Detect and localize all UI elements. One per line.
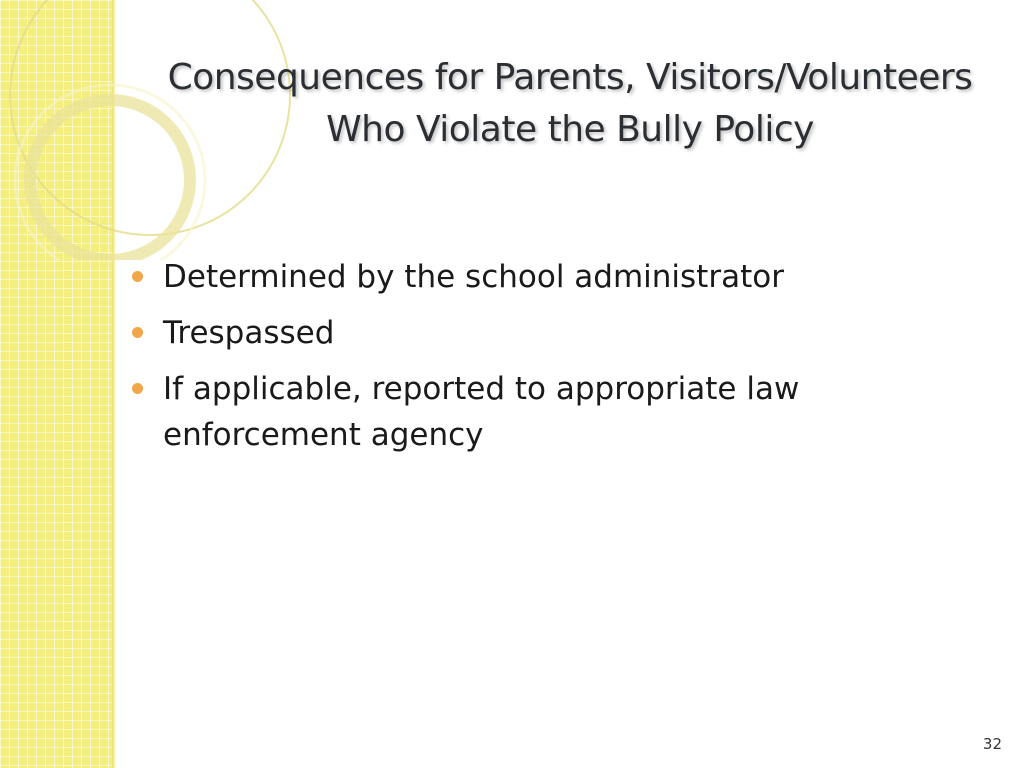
bullet-dot-icon [132,383,143,394]
bullet-dot-icon [132,327,143,338]
bullet-list [130,254,950,468]
title-line-2: Who Violate the Bully Policy [326,109,814,150]
bullet-dot-icon [132,271,143,282]
bullet-text: Determined by the school administrator [163,259,784,295]
bullet-item [130,310,950,356]
bullet-text: If applicable, reported to appropriate law enforcement agency [163,371,800,453]
page-number: 32 [982,735,1002,753]
bullet-item [130,254,950,300]
slide-title [130,52,1010,156]
title-line-1: Consequences for Parents, Visitors/Volunteers [167,57,973,98]
bullet-item [130,366,950,458]
bullet-text: Trespassed [163,315,335,351]
